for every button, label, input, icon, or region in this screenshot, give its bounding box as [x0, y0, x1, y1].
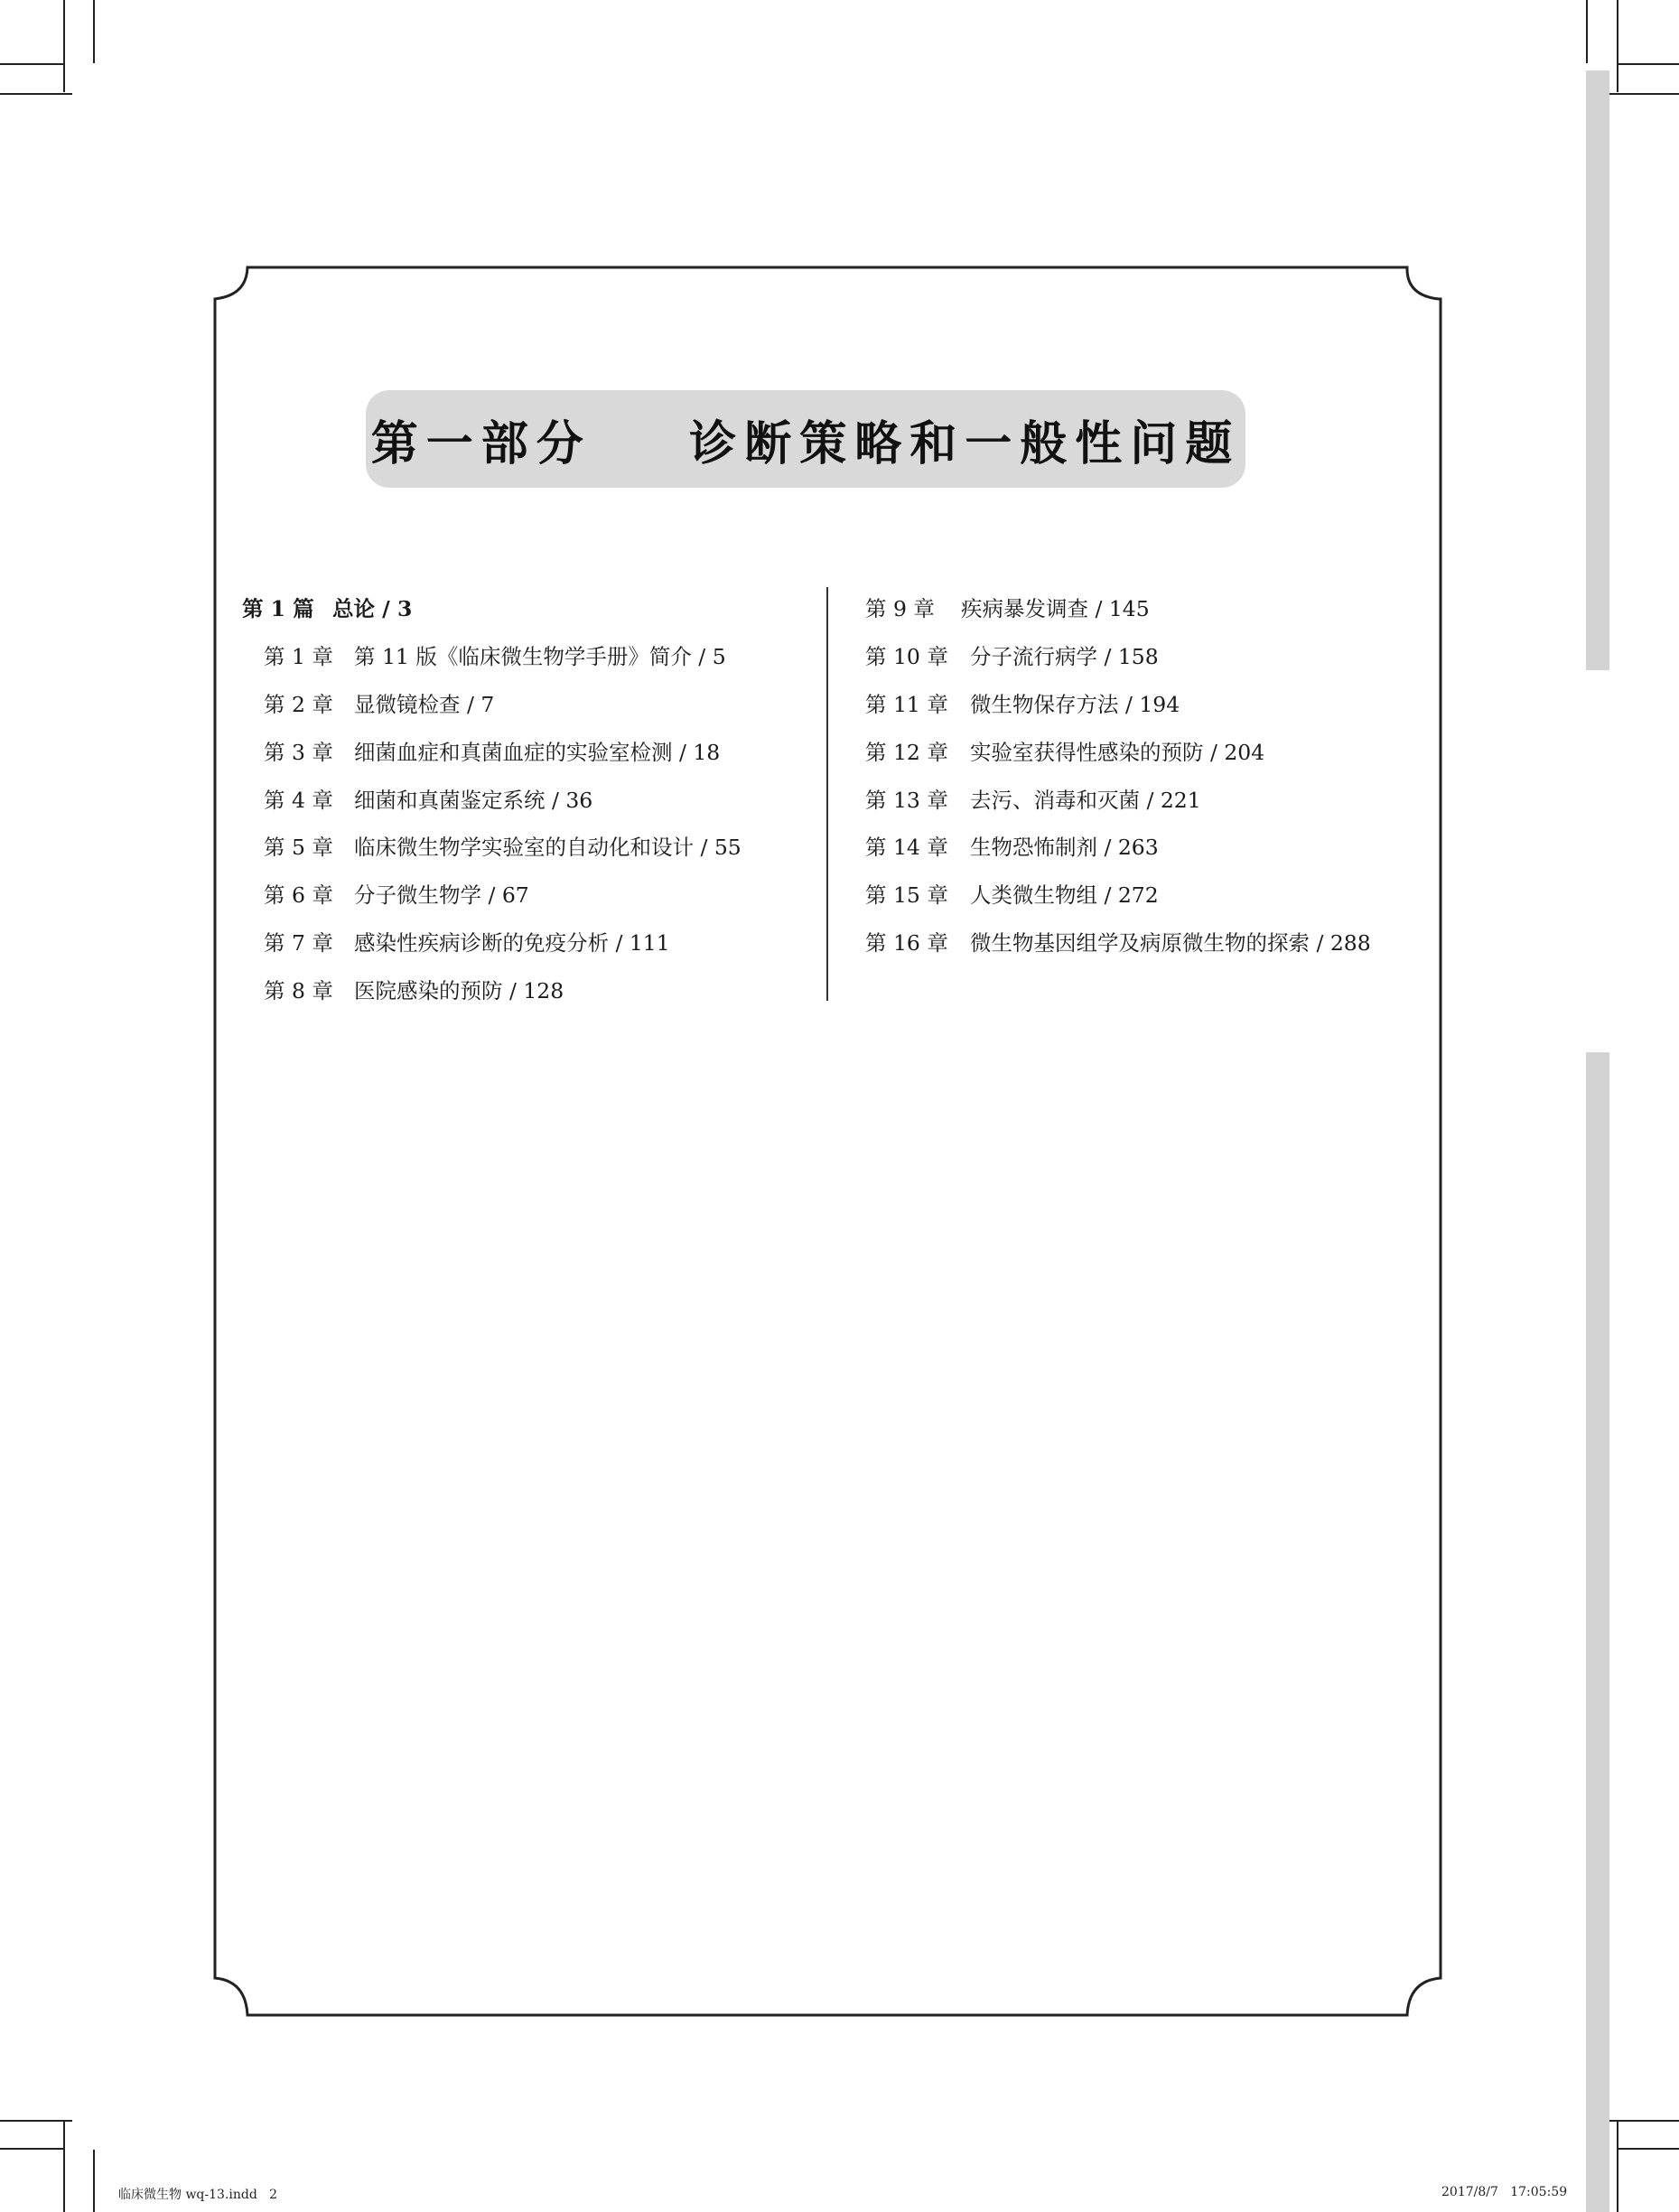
toc-number: 第 16 章: [865, 929, 948, 956]
toc-chapter-entry[interactable]: [865, 631, 1479, 679]
toc-title: 实验室获得性感染的预防 / 204: [970, 739, 1265, 765]
toc-title: 第 11 版《临床微生物学手册》简介 / 5: [354, 644, 726, 670]
toc-chapter-entry[interactable]: [865, 583, 1479, 631]
footer-timestamp: 2017/8/7 17:05:59: [1441, 2185, 1568, 2199]
toc-left-column: [242, 583, 811, 1013]
toc-title: 总论 / 3: [332, 596, 413, 622]
toc-number: 第 8 章: [264, 977, 333, 1003]
toc-number: 第 9 章: [865, 596, 935, 622]
toc-chapter-entry[interactable]: [865, 774, 1479, 822]
toc-number: 第 15 章: [865, 882, 948, 909]
toc-title: 分子微生物学 / 67: [354, 882, 529, 909]
toc-number: 第 1 章: [264, 644, 333, 670]
toc-title: 人类微生物组 / 272: [970, 882, 1159, 909]
toc-title: 生物恐怖制剂 / 263: [970, 835, 1159, 861]
toc-chapter-entry[interactable]: [865, 679, 1479, 727]
toc-number: 第 4 章: [264, 787, 333, 813]
part-title: 第一部分 诊断策略和一般性问题: [370, 415, 1241, 471]
toc-title: 微生物保存方法 / 194: [970, 691, 1180, 717]
part-title-banner: [366, 390, 1245, 488]
toc-chapter-entry[interactable]: [242, 679, 811, 727]
toc-number: 第 5 章: [264, 835, 333, 861]
toc-number: 第 12 章: [865, 739, 948, 765]
toc-title: 疾病暴发调查 / 145: [961, 596, 1150, 622]
footer-file-info: 临床微生物 wq-13.indd 2: [118, 2188, 278, 2202]
toc-chapter-entry[interactable]: [865, 726, 1479, 774]
toc-column-divider: [826, 587, 828, 1001]
toc-chapter-entry[interactable]: [242, 822, 811, 870]
toc-chapter-entry[interactable]: [865, 870, 1479, 918]
toc-title: 细菌血症和真菌血症的实验室检测 / 18: [354, 739, 721, 765]
toc-number: 第 13 章: [865, 787, 948, 813]
toc-chapter-entry[interactable]: [242, 774, 811, 822]
toc-chapter-entry[interactable]: [242, 918, 811, 966]
toc-title: 去污、消毒和灭菌 / 221: [970, 787, 1201, 813]
toc-chapter-entry[interactable]: [242, 965, 811, 1013]
toc-chapter-entry[interactable]: [865, 822, 1479, 870]
toc-chapter-entry[interactable]: [242, 870, 811, 918]
toc-chapter-entry[interactable]: [865, 918, 1479, 966]
toc-title: 医院感染的预防 / 128: [354, 977, 564, 1003]
toc-title: 分子流行病学 / 158: [970, 644, 1159, 670]
toc-number: 第 2 章: [264, 691, 333, 717]
toc-number: 第 11 章: [865, 691, 948, 717]
toc-number: 第 3 章: [264, 739, 333, 765]
toc-chapter-entry[interactable]: [242, 631, 811, 679]
toc-number: 第 1 篇: [242, 596, 314, 622]
toc-number: 第 6 章: [264, 882, 333, 909]
toc-chapter-entry[interactable]: [242, 726, 811, 774]
toc-section-entry[interactable]: [242, 583, 811, 631]
toc-title: 临床微生物学实验室的自动化和设计 / 55: [354, 835, 742, 861]
toc-number: 第 7 章: [264, 929, 333, 956]
toc-title: 显微镜检查 / 7: [354, 691, 495, 717]
toc-number: 第 14 章: [865, 835, 948, 861]
toc-title: 细菌和真菌鉴定系统 / 36: [354, 787, 593, 813]
toc-title: 微生物基因组学及病原微生物的探索 / 288: [970, 929, 1371, 956]
toc-number: 第 10 章: [865, 644, 948, 670]
toc-title: 感染性疾病诊断的免疫分析 / 111: [354, 929, 670, 956]
toc-right-column: [865, 583, 1479, 965]
